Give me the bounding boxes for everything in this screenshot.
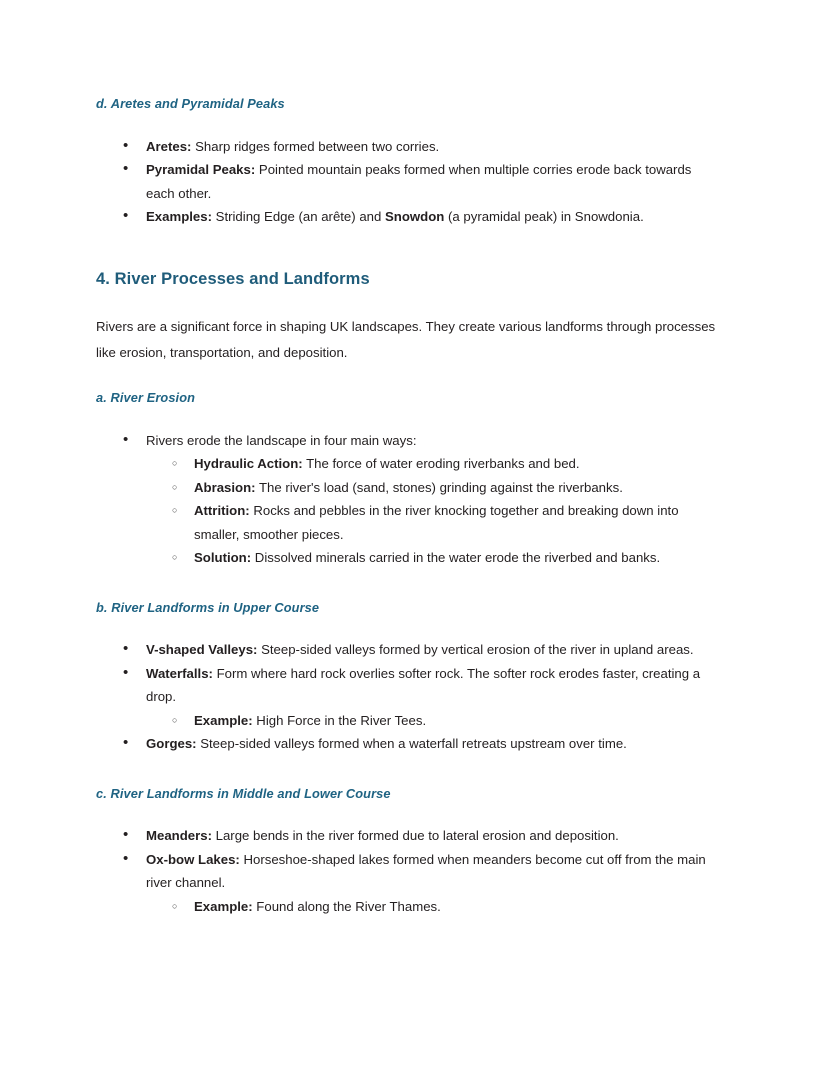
list-item-text: Large bends in the river formed due to lateral erosion and deposition.: [211, 828, 619, 844]
list-item-label: Attrition:: [194, 503, 250, 519]
spacer: [96, 802, 718, 824]
list-item-label: Example:: [194, 898, 253, 914]
sublist-waterfall-example: [96, 709, 718, 733]
list-item: [96, 158, 718, 205]
list-item-label: Example:: [194, 712, 253, 728]
list-upper-course: [96, 638, 718, 756]
sub-heading-upper-course: b. River Landforms in Upper Course: [96, 599, 320, 615]
list-item: [96, 476, 718, 500]
list-item-text: The force of water eroding riverbanks and bed.: [302, 456, 580, 472]
list-item-label: Meanders:: [146, 828, 212, 844]
spacer: [96, 407, 718, 429]
list-item-label: Pyramidal Peaks:: [146, 162, 256, 178]
list-item: [96, 499, 718, 546]
spacer: [96, 616, 718, 638]
list-item-text: Striding Edge (an arête) and: [211, 209, 385, 225]
list-item-text: Rivers erode the landscape in four main ways:: [146, 432, 417, 448]
list-item-label: Ox-bow Lakes:: [146, 851, 240, 867]
list-item-label: Examples:: [146, 209, 212, 225]
spacer: [96, 366, 718, 390]
spacer: [96, 570, 718, 600]
list-middle-lower-course: [96, 824, 718, 918]
list-item-label: Hydraulic Action:: [194, 456, 303, 472]
list-item-label: Aretes:: [146, 138, 192, 154]
list-item-inline-bold: Snowdon: [385, 209, 445, 225]
list-item: [96, 709, 718, 733]
list-item-label: Gorges:: [146, 736, 197, 752]
sub-heading-middle-lower-course: c. River Landforms in Middle and Lower Course: [96, 785, 391, 801]
list-item: [96, 135, 718, 159]
list-item-label: V-shaped Valleys:: [146, 642, 258, 658]
list-item-label: Abrasion:: [194, 479, 256, 495]
list-item-text: Form where hard rock overlies softer rock. The softer rock erodes faster, creating a drop.: [146, 665, 701, 705]
list-item: [96, 205, 718, 229]
list-item-text-tail: (a pyramidal peak) in Snowdonia.: [444, 209, 644, 225]
list-item: [96, 662, 718, 733]
list-item-text: The river's load (sand, stones) grinding against the riverbanks.: [255, 479, 623, 495]
list-item-text: Pointed mountain peaks formed when multiple corries erode back towards each other.: [146, 162, 692, 201]
sub-heading-river-erosion: a. River Erosion: [96, 390, 196, 406]
spacer: [96, 756, 718, 786]
list-item-text: Dissolved minerals carried in the water erode the riverbed and banks.: [251, 550, 661, 566]
sublist-erosion-types: [96, 452, 718, 570]
list-item: [96, 895, 718, 919]
list-item-text: Rocks and pebbles in the river knocking together and breaking down into smaller, smoother pieces.: [194, 503, 679, 542]
list-item: [96, 848, 718, 919]
list-item-text: Found along the River Thames.: [252, 898, 441, 914]
list-item-label: Solution:: [194, 550, 252, 566]
sub-heading-aretes-pyramidal-peaks: d. Aretes and Pyramidal Peaks: [96, 96, 285, 111]
list-item: [96, 638, 718, 662]
list-item-text: Steep-sided valleys formed when a waterfall retreats upstream over time.: [196, 736, 627, 752]
spacer: [96, 113, 718, 135]
list-item-text: High Force in the River Tees.: [252, 712, 427, 728]
section-heading-river-processes: 4. River Processes and Landforms: [96, 269, 370, 288]
list-item: [96, 452, 718, 476]
paragraph-river-processes-intro: Rivers are a significant force in shaping UK landscapes. They create various landforms through processes like erosion, transportation, and deposition.: [96, 319, 716, 361]
list-item: [96, 824, 718, 848]
sublist-oxbow-example: [96, 895, 718, 919]
list-item-text: Sharp ridges formed between two corries.: [191, 138, 440, 154]
list-item-label: Waterfalls:: [146, 665, 213, 681]
list-item: [96, 732, 718, 756]
list-item: [96, 429, 718, 570]
spacer: [96, 229, 718, 269]
list-item-text: Steep-sided valleys formed by vertical erosion of the river in upland areas.: [257, 642, 694, 658]
list-item: [96, 546, 718, 570]
list-item-text: Horseshoe-shaped lakes formed when meanders become cut off from the main river channel.: [146, 851, 706, 891]
spacer: [96, 290, 718, 314]
list-river-erosion: [96, 429, 718, 570]
list-aretes-pyramidal-peaks: [96, 135, 718, 229]
